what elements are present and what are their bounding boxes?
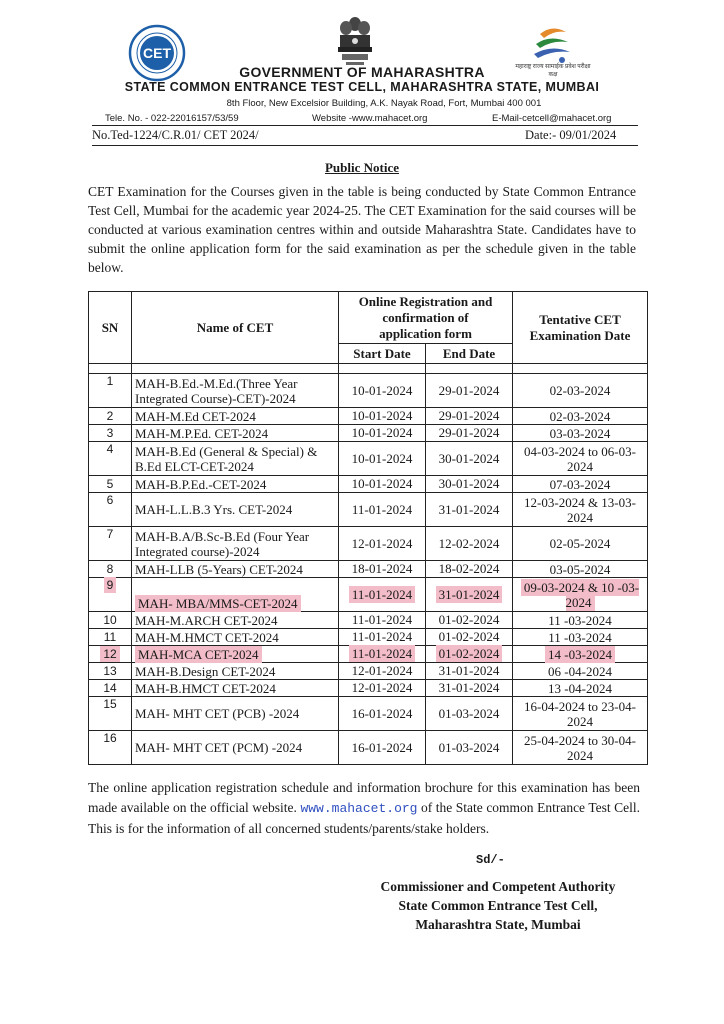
office-address: 8th Floor, New Excelsior Building, A.K. Nayak Road, Fort, Mumbai 400 001	[226, 98, 542, 109]
row-end-date: 18-02-2024	[426, 561, 513, 578]
notice-date: Date:- 09/01/2024	[525, 128, 617, 142]
national-emblem-icon	[332, 14, 378, 70]
table-row	[89, 680, 648, 697]
row-sn: 15	[89, 697, 132, 731]
row-start-date: 12-01-2024	[339, 663, 426, 680]
row-end-date: 31-01-2024	[426, 493, 513, 527]
row-end-date: 31-01-2024	[436, 586, 503, 603]
signatory-location: Maharashtra State, Mumbai	[415, 917, 581, 932]
row-start-date: 12-01-2024	[339, 680, 426, 697]
row-cet-name: MAH-B.Design CET-2024	[132, 663, 339, 680]
row-exam-date: 02-05-2024	[513, 527, 648, 561]
table-body	[89, 374, 648, 765]
state-cet-logo-caption: महाराष्ट्र राज्य सामाईक प्रवेश परीक्षा कक्ष	[515, 64, 591, 78]
row-end-date: 31-01-2024	[426, 680, 513, 697]
row-cet-name: MAH-M.ARCH CET-2024	[132, 612, 339, 629]
row-end-date: 01-02-2024	[436, 645, 503, 662]
row-sn: 4	[89, 442, 132, 476]
row-start-date: 16-01-2024	[339, 697, 426, 731]
row-exam-date: 03-03-2024	[513, 425, 648, 442]
table-row	[89, 731, 648, 765]
row-exam-date: 09-03-2024 & 10 -03-2024	[521, 579, 639, 611]
row-cet-name: MAH-B.A/B.Sc-B.Ed (Four Year Integrated course)-2024	[132, 527, 339, 561]
footer-text-before-link: The online application registration schedule and information brochure for this examination has been made available on the official website.	[88, 780, 640, 815]
row-cet-name: MAH-B.Ed (General & Special) & B.Ed ELCT-CET-2024	[132, 442, 339, 476]
notice-title: Public Notice	[324, 160, 399, 175]
row-start-date: 18-01-2024	[339, 561, 426, 578]
row-sn: 13	[89, 663, 132, 680]
footer-text-after-link: of the State common Entrance Test Cell. This is for the information of all concerned students/parents/stake holders.	[88, 800, 641, 836]
row-exam-date: 02-03-2024	[513, 374, 648, 408]
row-end-date: 30-01-2024	[426, 476, 513, 493]
reference-divider	[92, 145, 638, 146]
header-email: E-Mail-cetcell@mahacet.org	[492, 113, 612, 124]
signatory-office: State Common Entrance Test Cell,	[398, 898, 598, 913]
row-sn: 7	[89, 527, 132, 561]
signatory-title: Commissioner and Competent Authority	[380, 879, 616, 894]
header-website: Website -www.mahacet.org	[312, 113, 428, 124]
table-row	[89, 578, 648, 612]
telephone-number: Tele. No. - 022-22016157/53/59	[105, 113, 239, 124]
cet-schedule-table	[88, 291, 648, 765]
row-cet-name: MAH-M.HMCT CET-2024	[132, 629, 339, 646]
row-end-date: 31-01-2024	[426, 663, 513, 680]
table-row	[89, 612, 648, 629]
table-row	[89, 561, 648, 578]
row-exam-date: 11 -03-2024	[513, 629, 648, 646]
row-cet-name: MAH-B.P.Ed.-CET-2024	[132, 476, 339, 493]
row-sn: 12	[100, 646, 119, 662]
row-cet-name: MAH-M.P.Ed. CET-2024	[132, 425, 339, 442]
row-start-date: 16-01-2024	[339, 731, 426, 765]
row-sn: 2	[89, 408, 132, 425]
header-exam-date: Tentative CET Examination Date	[513, 292, 648, 364]
header-end-date: End Date	[426, 344, 513, 364]
row-end-date: 01-03-2024	[426, 697, 513, 731]
table-row	[89, 697, 648, 731]
row-exam-date: 04-03-2024 to 06-03-2024	[513, 442, 648, 476]
header-sn: SN	[89, 292, 132, 364]
reference-number: No.Ted-1224/C.R.01/ CET 2024/	[92, 128, 259, 142]
row-cet-name: MAH-B.HMCT CET-2024	[132, 680, 339, 697]
signatory-block	[360, 877, 636, 934]
row-start-date: 10-01-2024	[339, 408, 426, 425]
table-row	[89, 663, 648, 680]
row-exam-date: 07-03-2024	[513, 476, 648, 493]
row-sn: 8	[89, 561, 132, 578]
row-start-date: 12-01-2024	[339, 527, 426, 561]
row-end-date: 29-01-2024	[426, 425, 513, 442]
row-start-date: 11-01-2024	[339, 629, 426, 646]
signed-mark: Sd/-	[476, 853, 505, 867]
table-row	[89, 425, 648, 442]
row-cet-name: MAH- MBA/MMS-CET-2024	[135, 595, 301, 612]
row-end-date: 29-01-2024	[426, 374, 513, 408]
row-sn: 16	[89, 731, 132, 765]
row-sn: 1	[89, 374, 132, 408]
row-sn: 10	[89, 612, 132, 629]
row-sn: 5	[89, 476, 132, 493]
table-row	[89, 374, 648, 408]
table-row	[89, 629, 648, 646]
row-end-date: 01-03-2024	[426, 731, 513, 765]
intro-paragraph: CET Examination for the Courses given in the table is being conducted by State Common Entrance Test Cell, Mumbai for the academic year 2024-25. The CET Examination for the said courses will be conducted at various examination centres within and outside Maharashtra State. Candidates have to submit the online application form for the said examination as per the schedule given in the table below.	[88, 184, 636, 275]
row-end-date: 30-01-2024	[426, 442, 513, 476]
header-registration: Online Registration and confirmation of application form	[339, 292, 513, 344]
row-sn: 14	[89, 680, 132, 697]
row-exam-date: 02-03-2024	[513, 408, 648, 425]
government-heading: GOVERNMENT OF MAHARASHTRA	[239, 64, 485, 80]
header-name: Name of CET	[132, 292, 339, 364]
row-start-date: 10-01-2024	[339, 425, 426, 442]
row-sn: 3	[89, 425, 132, 442]
table-row	[89, 408, 648, 425]
table-row	[89, 476, 648, 493]
row-start-date: 11-01-2024	[339, 612, 426, 629]
row-cet-name: MAH-B.Ed.-M.Ed.(Three Year Integrated Course)-CET)-2024	[132, 374, 339, 408]
official-website-link[interactable]: www.mahacet.org	[300, 801, 418, 816]
table-row	[89, 527, 648, 561]
row-start-date: 10-01-2024	[339, 374, 426, 408]
row-start-date: 11-01-2024	[349, 586, 415, 603]
row-cet-name: MAH-L.L.B.3 Yrs. CET-2024	[132, 493, 339, 527]
row-exam-date: 03-05-2024	[513, 561, 648, 578]
row-exam-date: 13 -04-2024	[513, 680, 648, 697]
row-sn: 6	[89, 493, 132, 527]
row-start-date: 11-01-2024	[339, 493, 426, 527]
row-cet-name: MAH- MHT CET (PCB) -2024	[132, 697, 339, 731]
row-exam-date: 16-04-2024 to 23-04-2024	[513, 697, 648, 731]
row-start-date: 10-01-2024	[339, 476, 426, 493]
office-heading: STATE COMMON ENTRANCE TEST CELL, MAHARASHTRA STATE, MUMBAI	[124, 80, 600, 94]
row-cet-name: MAH-LLB (5-Years) CET-2024	[132, 561, 339, 578]
row-sn: 9	[104, 577, 117, 593]
row-end-date: 01-02-2024	[426, 629, 513, 646]
row-cet-name: MAH-M.Ed CET-2024	[132, 408, 339, 425]
header-divider	[92, 125, 638, 126]
row-sn: 11	[89, 629, 132, 646]
row-start-date: 11-01-2024	[349, 645, 415, 662]
table-row	[89, 493, 648, 527]
row-exam-date: 25-04-2024 to 30-04-2024	[513, 731, 648, 765]
row-exam-date: 14 -03-2024	[545, 646, 615, 663]
footer-paragraph	[88, 778, 640, 839]
row-cet-name: MAH-MCA CET-2024	[135, 646, 262, 663]
row-start-date: 10-01-2024	[339, 442, 426, 476]
row-exam-date: 11 -03-2024	[513, 612, 648, 629]
row-end-date: 01-02-2024	[426, 612, 513, 629]
table-row	[89, 646, 648, 663]
row-end-date: 12-02-2024	[426, 527, 513, 561]
row-exam-date: 12-03-2024 & 13-03-2024	[513, 493, 648, 527]
row-cet-name: MAH- MHT CET (PCM) -2024	[132, 731, 339, 765]
row-end-date: 29-01-2024	[426, 408, 513, 425]
table-row	[89, 442, 648, 476]
header-start-date: Start Date	[339, 344, 426, 364]
row-exam-date: 06 -04-2024	[513, 663, 648, 680]
cet-logo-text: CET	[143, 45, 171, 61]
